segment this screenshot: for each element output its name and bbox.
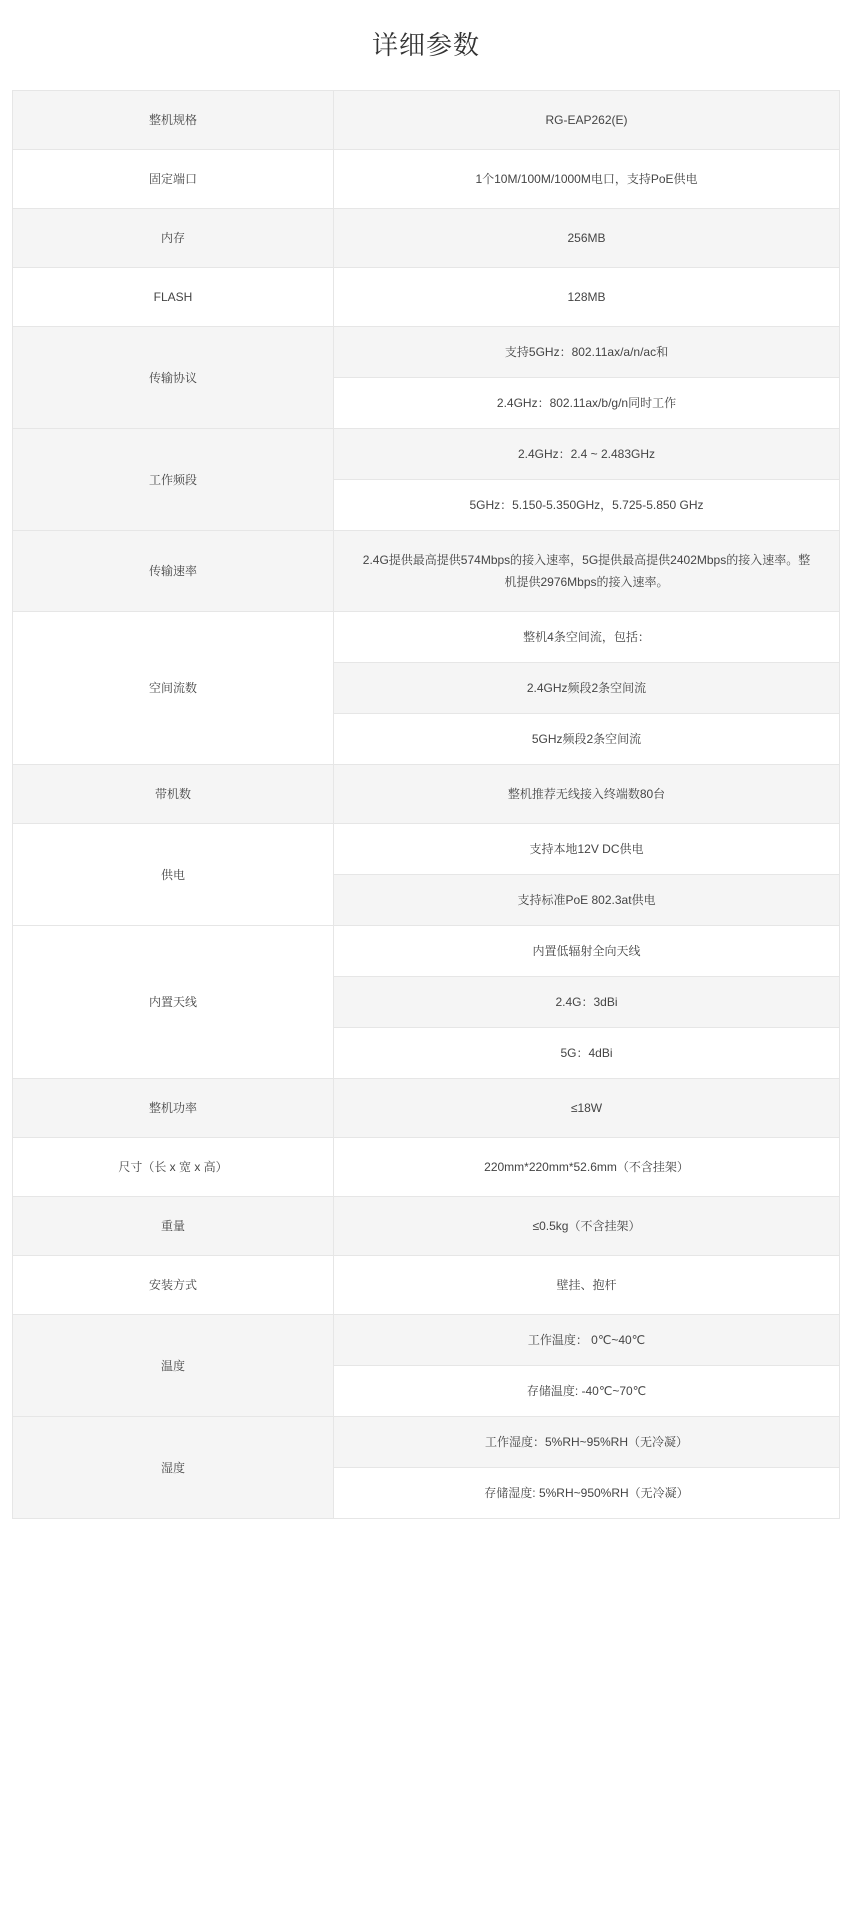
spec-value: 2.4G：3dBi	[334, 977, 840, 1028]
spec-value: RG-EAP262(E)	[334, 91, 840, 150]
spec-label: 传输协议	[13, 327, 334, 429]
spec-label: 湿度	[13, 1417, 334, 1519]
page-title: 详细参数	[371, 30, 480, 60]
spec-label: 温度	[13, 1315, 334, 1417]
table-row	[13, 91, 840, 150]
spec-label: 固定端口	[13, 150, 334, 209]
spec-value: 1个10M/100M/1000M电口，支持PoE供电	[334, 150, 840, 209]
spec-value: 支持5GHz：802.11ax/a/n/ac和	[334, 327, 840, 378]
specifications-table	[12, 90, 840, 1519]
spec-value: 存储湿度: 5%RH~950%RH（无冷凝）	[334, 1468, 840, 1519]
table-row	[13, 1079, 840, 1138]
spec-value: 存储温度: -40℃~70℃	[334, 1366, 840, 1417]
spec-value: 支持本地12V DC供电	[334, 824, 840, 875]
spec-label: FLASH	[13, 268, 334, 327]
spec-value: 2.4GHz：2.4 ~ 2.483GHz	[334, 429, 840, 480]
table-row	[13, 268, 840, 327]
spec-value: 内置低辐射全向天线	[334, 926, 840, 977]
spec-label: 安装方式	[13, 1256, 334, 1315]
table-row	[13, 531, 840, 612]
spec-value: 5GHz频段2条空间流	[334, 714, 840, 765]
table-row	[13, 1417, 840, 1468]
table-row	[13, 926, 840, 977]
table-row	[13, 1315, 840, 1366]
spec-value: 壁挂、抱杆	[334, 1256, 840, 1315]
spec-label: 重量	[13, 1197, 334, 1256]
spec-value: 工作温度： 0℃~40℃	[334, 1315, 840, 1366]
spec-value: 整机推荐无线接入终端数80台	[334, 765, 840, 824]
spec-value: 整机4条空间流，包括：	[334, 612, 840, 663]
spec-value: 220mm*220mm*52.6mm（不含挂架）	[334, 1138, 840, 1197]
table-row	[13, 765, 840, 824]
table-row	[13, 1197, 840, 1256]
table-row	[13, 327, 840, 378]
spec-label: 工作频段	[13, 429, 334, 531]
spec-value: ≤0.5kg（不含挂架）	[334, 1197, 840, 1256]
spec-value: 256MB	[334, 209, 840, 268]
spec-value: 工作湿度：5%RH~95%RH（无冷凝）	[334, 1417, 840, 1468]
spec-value: 支持标准PoE 802.3at供电	[334, 875, 840, 926]
spec-label: 内存	[13, 209, 334, 268]
spec-label: 尺寸（长 x 宽 x 高）	[13, 1138, 334, 1197]
spec-value: 2.4G提供最高提供574Mbps的接入速率，5G提供最高提供2402Mbps的接入速率。整机提供2976Mbps的接入速率。	[334, 531, 840, 612]
spec-value: 5GHz：5.150-5.350GHz，5.725-5.850 GHz	[334, 480, 840, 531]
table-row	[13, 429, 840, 480]
spec-value: 128MB	[334, 268, 840, 327]
spec-value: 2.4GHz频段2条空间流	[334, 663, 840, 714]
spec-value: ≤18W	[334, 1079, 840, 1138]
spec-label: 整机规格	[13, 91, 334, 150]
table-row	[13, 1256, 840, 1315]
spec-label: 传输速率	[13, 531, 334, 612]
spec-label: 带机数	[13, 765, 334, 824]
spec-label: 空间流数	[13, 612, 334, 765]
spec-label: 内置天线	[13, 926, 334, 1079]
spec-table-body	[13, 91, 840, 1519]
spec-label: 供电	[13, 824, 334, 926]
spec-value: 5G：4dBi	[334, 1028, 840, 1079]
table-row	[13, 150, 840, 209]
spec-label: 整机功率	[13, 1079, 334, 1138]
spec-value: 2.4GHz：802.11ax/b/g/n同时工作	[334, 378, 840, 429]
table-row	[13, 1138, 840, 1197]
table-row	[13, 824, 840, 875]
table-row	[13, 209, 840, 268]
table-row	[13, 612, 840, 663]
